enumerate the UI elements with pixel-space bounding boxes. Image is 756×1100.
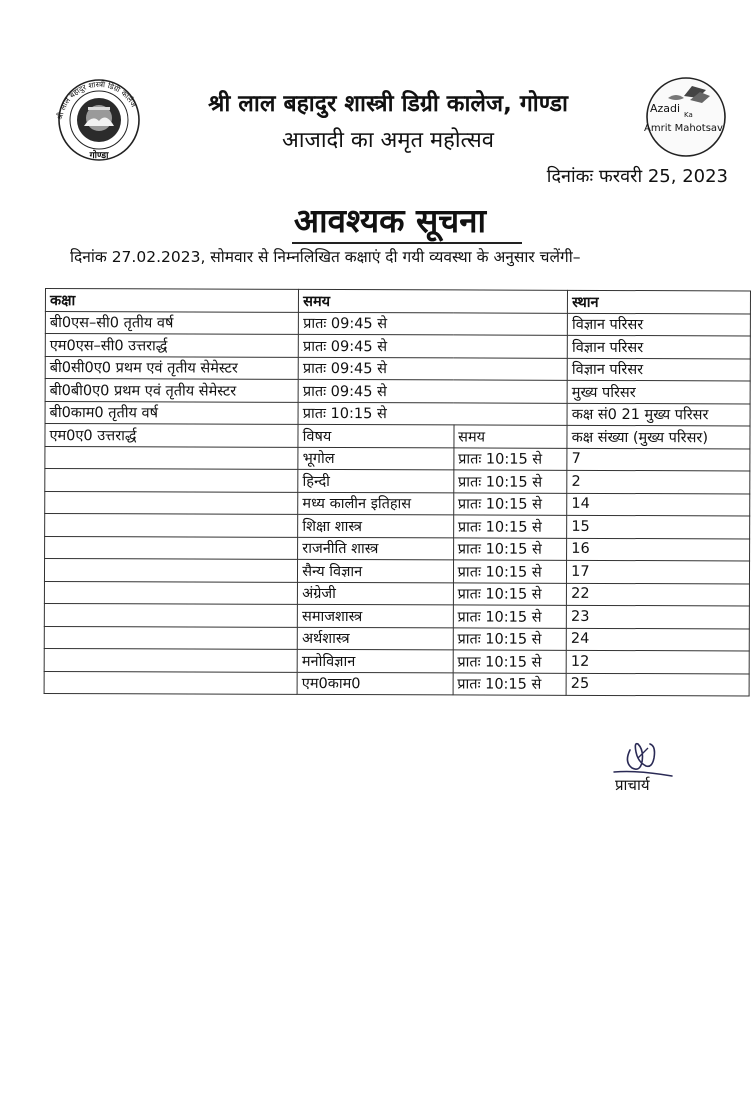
notice-date: दिनांकः फरवरी 25, 2023 bbox=[546, 166, 728, 187]
table-header-row bbox=[45, 289, 750, 314]
table-row bbox=[44, 671, 749, 696]
title-underline bbox=[292, 242, 522, 244]
ma-subject: शिक्षा शास्त्र bbox=[298, 514, 454, 537]
empty-cell bbox=[45, 446, 298, 469]
event-subtitle: आजादी का अमृत महोत्सव bbox=[282, 128, 494, 153]
ma-header-subject: विषय bbox=[298, 424, 454, 447]
ma-time: प्रातः 10:15 से bbox=[453, 627, 567, 650]
ma-room: 2 bbox=[567, 470, 750, 493]
header-class: कक्षा bbox=[45, 289, 298, 312]
logo-amrit-mahotsav-text: Amrit Mahotsav bbox=[644, 123, 723, 134]
row-venue: विज्ञान परिसर bbox=[567, 335, 750, 358]
table-row bbox=[44, 603, 749, 628]
ma-subject: अर्थशास्त्र bbox=[297, 627, 453, 650]
college-seal-icon bbox=[44, 74, 154, 162]
row-venue: मुख्य परिसर bbox=[567, 380, 750, 403]
ma-subject: अंग्रेजी bbox=[298, 582, 454, 605]
ma-time: प्रातः 10:15 से bbox=[453, 492, 567, 515]
ma-time: प्रातः 10:15 से bbox=[453, 582, 567, 605]
logo-azadi-text: Azadi bbox=[650, 102, 681, 115]
ma-subject: समाजशास्त्र bbox=[298, 604, 454, 627]
seal-arc-text: श्री लाल बहादुर शास्त्री डिग्री कालेज bbox=[55, 79, 139, 121]
header-time: समय bbox=[299, 289, 568, 312]
row-time: प्रातः 09:45 से bbox=[298, 357, 567, 380]
table-row bbox=[45, 311, 750, 336]
row-class: बी0काम0 तृतीय वर्ष bbox=[45, 401, 298, 424]
table-row bbox=[44, 626, 749, 651]
ma-room: 24 bbox=[566, 628, 749, 651]
ma-room: 17 bbox=[567, 560, 750, 583]
table-row bbox=[44, 648, 749, 673]
ma-header-room: कक्ष संख्या (मुख्य परिसर) bbox=[567, 425, 750, 448]
row-class: एम0एस–सी0 उत्तरार्द्ध bbox=[45, 334, 298, 357]
ma-room: 23 bbox=[566, 605, 749, 628]
row-time: प्रातः 10:15 से bbox=[298, 402, 567, 425]
ma-room: 22 bbox=[567, 583, 750, 606]
notice-title: आवश्यक सूचना bbox=[293, 201, 487, 240]
class-schedule-table bbox=[44, 288, 751, 696]
ma-subject: भूगोल bbox=[298, 447, 454, 470]
empty-cell bbox=[45, 491, 298, 514]
ma-time: प्रातः 10:15 से bbox=[453, 560, 567, 583]
empty-cell bbox=[44, 559, 297, 582]
empty-cell bbox=[44, 648, 297, 671]
empty-cell bbox=[44, 581, 297, 604]
ma-time: प्रातः 10:15 से bbox=[453, 605, 567, 628]
row-time: प्रातः 09:45 से bbox=[298, 334, 567, 357]
ma-room: 25 bbox=[566, 673, 749, 696]
table-row bbox=[45, 536, 750, 561]
ma-time: प्रातः 10:15 से bbox=[453, 537, 567, 560]
ma-room: 16 bbox=[567, 538, 750, 561]
row-time: प्रातः 09:45 से bbox=[298, 379, 567, 402]
seal-bottom-text: गोण्डा bbox=[89, 151, 109, 161]
empty-cell bbox=[44, 626, 297, 649]
ma-class: एम0ए0 उत्तरार्द्ध bbox=[45, 424, 298, 447]
row-venue: विज्ञान परिसर bbox=[568, 313, 751, 336]
ma-room: 12 bbox=[566, 650, 749, 673]
ma-time: प्रातः 10:15 से bbox=[453, 672, 567, 695]
table-row bbox=[45, 401, 750, 426]
ma-time: प्रातः 10:15 से bbox=[454, 447, 568, 470]
ma-room: 15 bbox=[567, 515, 750, 538]
row-venue: विज्ञान परिसर bbox=[567, 358, 750, 381]
ma-subject: मध्य कालीन इतिहास bbox=[298, 492, 454, 515]
table-row bbox=[45, 491, 750, 516]
empty-cell bbox=[45, 514, 298, 537]
table-row bbox=[45, 356, 750, 381]
notice-intro: दिनांक 27.02.2023, सोमवार से निम्नलिखित कक्षाएं दी गयी व्यवस्था के अनुसार चलेंगी– bbox=[70, 248, 581, 266]
ma-header-time: समय bbox=[454, 425, 568, 448]
table-row bbox=[45, 379, 750, 404]
row-class: बी0एस–सी0 तृतीय वर्ष bbox=[45, 311, 298, 334]
ma-subject: हिन्दी bbox=[298, 469, 454, 492]
ma-subject: मनोविज्ञान bbox=[297, 649, 453, 672]
row-class: बी0बी0ए0 प्रथम एवं तृतीय सेमेस्टर bbox=[45, 379, 298, 402]
azadi-ka-amrit-mahotsav-logo bbox=[640, 76, 732, 158]
ma-subheader-row bbox=[45, 424, 750, 449]
table-row bbox=[45, 446, 750, 471]
table-row bbox=[45, 334, 750, 359]
ma-time: प्रातः 10:15 से bbox=[453, 515, 567, 538]
empty-cell bbox=[44, 671, 297, 694]
table-row bbox=[44, 581, 749, 606]
row-class: बी0सी0ए0 प्रथम एवं तृतीय सेमेस्टर bbox=[45, 356, 298, 379]
principal-designation: प्राचार्य bbox=[615, 776, 650, 794]
empty-cell bbox=[45, 469, 298, 492]
ma-time: प्रातः 10:15 से bbox=[453, 470, 567, 493]
table-row bbox=[45, 514, 750, 539]
header-venue: स्थान bbox=[568, 290, 751, 313]
ma-room: 7 bbox=[567, 448, 750, 471]
ma-time: प्रातः 10:15 से bbox=[453, 650, 567, 673]
table-row bbox=[44, 559, 749, 584]
ma-subject: एम0काम0 bbox=[297, 672, 453, 695]
college-name: श्री लाल बहादुर शास्त्री डिग्री कालेज, गोण्डा bbox=[208, 91, 568, 117]
ma-subject: राजनीति शास्त्र bbox=[298, 537, 454, 560]
row-time: प्रातः 09:45 से bbox=[299, 312, 568, 335]
table-row bbox=[45, 469, 750, 494]
empty-cell bbox=[45, 536, 298, 559]
ma-room: 14 bbox=[567, 493, 750, 516]
row-venue: कक्ष सं0 21 मुख्य परिसर bbox=[567, 403, 750, 426]
empty-cell bbox=[44, 603, 297, 626]
logo-ka-text: Ka bbox=[684, 111, 693, 119]
ma-subject: सैन्य विज्ञान bbox=[298, 559, 454, 582]
